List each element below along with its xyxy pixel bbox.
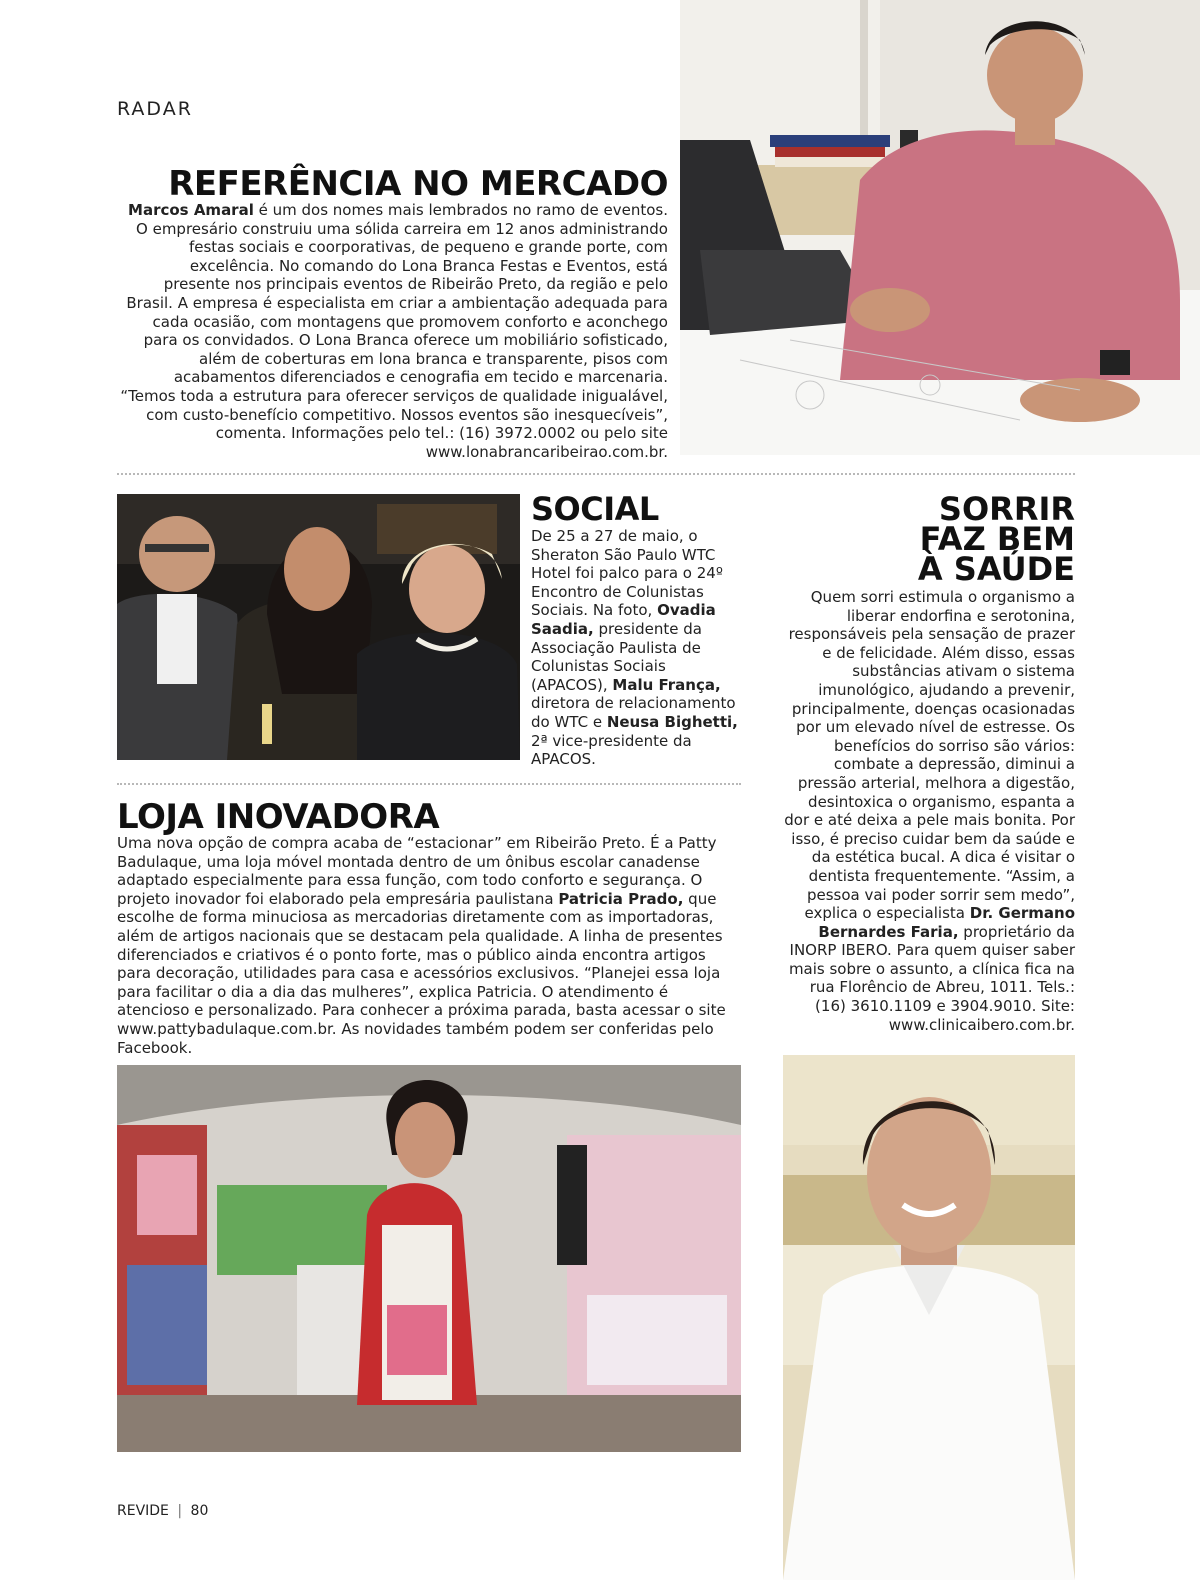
photo-social-event	[117, 494, 520, 760]
article-body-social-text-4: 2ª vice-presidente da APACOS.	[531, 731, 692, 769]
person-name-ovadia: Ovadia Saadia,	[531, 601, 716, 638]
article-body-referencia	[120, 201, 668, 461]
article-title-sorrir	[790, 490, 1075, 588]
article-title-sorrir-line-1: SORRIR	[938, 490, 1075, 528]
photo-store-bus	[117, 1065, 741, 1452]
article-title-loja: LOJA INOVADORA	[117, 797, 440, 837]
article-body-social	[531, 527, 741, 769]
divider-middle	[117, 783, 741, 785]
article-body-referencia-text: é um dos nomes mais lembrados no ramo de eventos. O empresário construiu uma sólida carreira em 12 anos administrando festas sociais e coorporativas, de pequeno e grande porte, com excelência. No comando do Lona Branca Festas e Eventos, está presente nos principais eventos de Ribeirão Preto, da região e pelo Brasil. A empresa é especialista em criar a ambientação adequada para cada ocasião, com montagens que promovem conforto e aconchego para os convidados. O Lona Branca oferece um mobiliário sofisticado, além de coberturas em lona branca e transparente, pisos com acabamentos diferenciados e cenografia em tecido e marcenaria. “Temos toda a estrutura para oferecer serviços de qualidade inigualável, com custo-benefício competitivo. Nossos eventos são inesquecíveis”, comenta. Informações pelo tel.: (16) 3972.0002 ou pelo site www.lonabrancaribeirao.com.br.	[120, 201, 668, 461]
article-body-loja-text-1: Uma nova opção de compra acaba de “estacionar” em Ribeirão Preto. É a Patty Badulaque, uma loja móvel montada dentro de um ônibus escolar canadense adaptado especialmente para essa função, com todo conforto e segurança. O projeto inovador foi elaborado pela empresária paulistana	[117, 834, 717, 908]
article-body-social-text-2: presidente da Associação Paulista de Colunistas Sociais (APACOS),	[531, 619, 702, 694]
page-footer	[117, 1503, 208, 1519]
article-title-sorrir-line-2: FAZ BEM	[919, 520, 1075, 558]
article-body-loja	[117, 834, 741, 1057]
person-name-neusa: Neusa Bighetti,	[606, 712, 738, 731]
article-title-social: SOCIAL	[531, 490, 659, 528]
person-name-patricia: Patricia Prado,	[558, 889, 684, 908]
divider-top	[117, 473, 1075, 475]
article-body-sorrir	[783, 588, 1075, 1034]
person-name-marcos: Marcos Amaral	[128, 201, 254, 219]
photo-dentist	[783, 1055, 1075, 1580]
article-body-sorrir-text-1: Quem sorri estimula o organismo a liberar endorfina e serotonina, responsáveis pela sensação de prazer e de felicidade. Além disso, essas substâncias ativam o sistema imunológico, ajudando a prevenir, principalmente, doenças ocasionadas por um elevado nível de estresse. Os benefícios do sorriso são vários: combate a depressão, diminui a pressão arterial, melhora a digestão, desintoxica o organismo, espanta a dor e até deixa a pele mais bonita. Por isso, é preciso cuidar bem da saúde e da estética bucal. A dica é visitar o dentista frequentemente. “Assim, a pessoa vai poder sorrir sem medo”, explica o especialista	[784, 588, 1075, 923]
person-name-malu: Malu França,	[612, 675, 721, 694]
section-label: RADAR	[117, 98, 193, 120]
article-title-referencia: REFERÊNCIA NO MERCADO	[168, 164, 668, 204]
page-number: 80	[190, 1503, 209, 1519]
article-body-loja-text-2: que escolhe de forma minuciosa as mercadorias diretamente com as importadoras, além de artigos nacionais que se destacam pela qualidade. A linha de presentes diferenciados e criativos é o ponto forte, mas o público ainda encontra artigos para decoração, utilidades para casa e acessórios exclusivos. “Planejei essa loja para facilitar o dia a dia das mulheres”, explica Patricia. O atendimento é atencioso e personalizado. Para conhecer a próxima parada, basta acessar o site www.pattybadulaque.com.br. As novidades também podem ser conferidas pelo Facebook.	[117, 889, 726, 1057]
article-title-sorrir-line-3: À SAÚDE	[917, 550, 1075, 588]
footer-separator: |	[177, 1503, 183, 1519]
article-body-social-text-1: De 25 a 27 de maio, o Sheraton São Paulo WTC Hotel foi palco para o 24º Encontro de Colunistas Sociais. Na foto,	[531, 527, 723, 620]
article-body-social-text-3: diretora de relacionamento do WTC e	[531, 694, 736, 731]
magazine-name: REVIDE	[117, 1503, 169, 1519]
person-name-germano: Dr. Germano Bernardes Faria,	[818, 904, 1075, 941]
article-body-sorrir-text-2: proprietário da INORP IBERO. Para quem quiser saber mais sobre o assunto, a clínica fica na rua Florêncio de Abreu, 1011. Tels.: (16) 3610.1109 e 3904.9010. Site: www.clinicaibero.com.br.	[788, 922, 1075, 1034]
photo-marcos-amaral	[680, 0, 1200, 455]
